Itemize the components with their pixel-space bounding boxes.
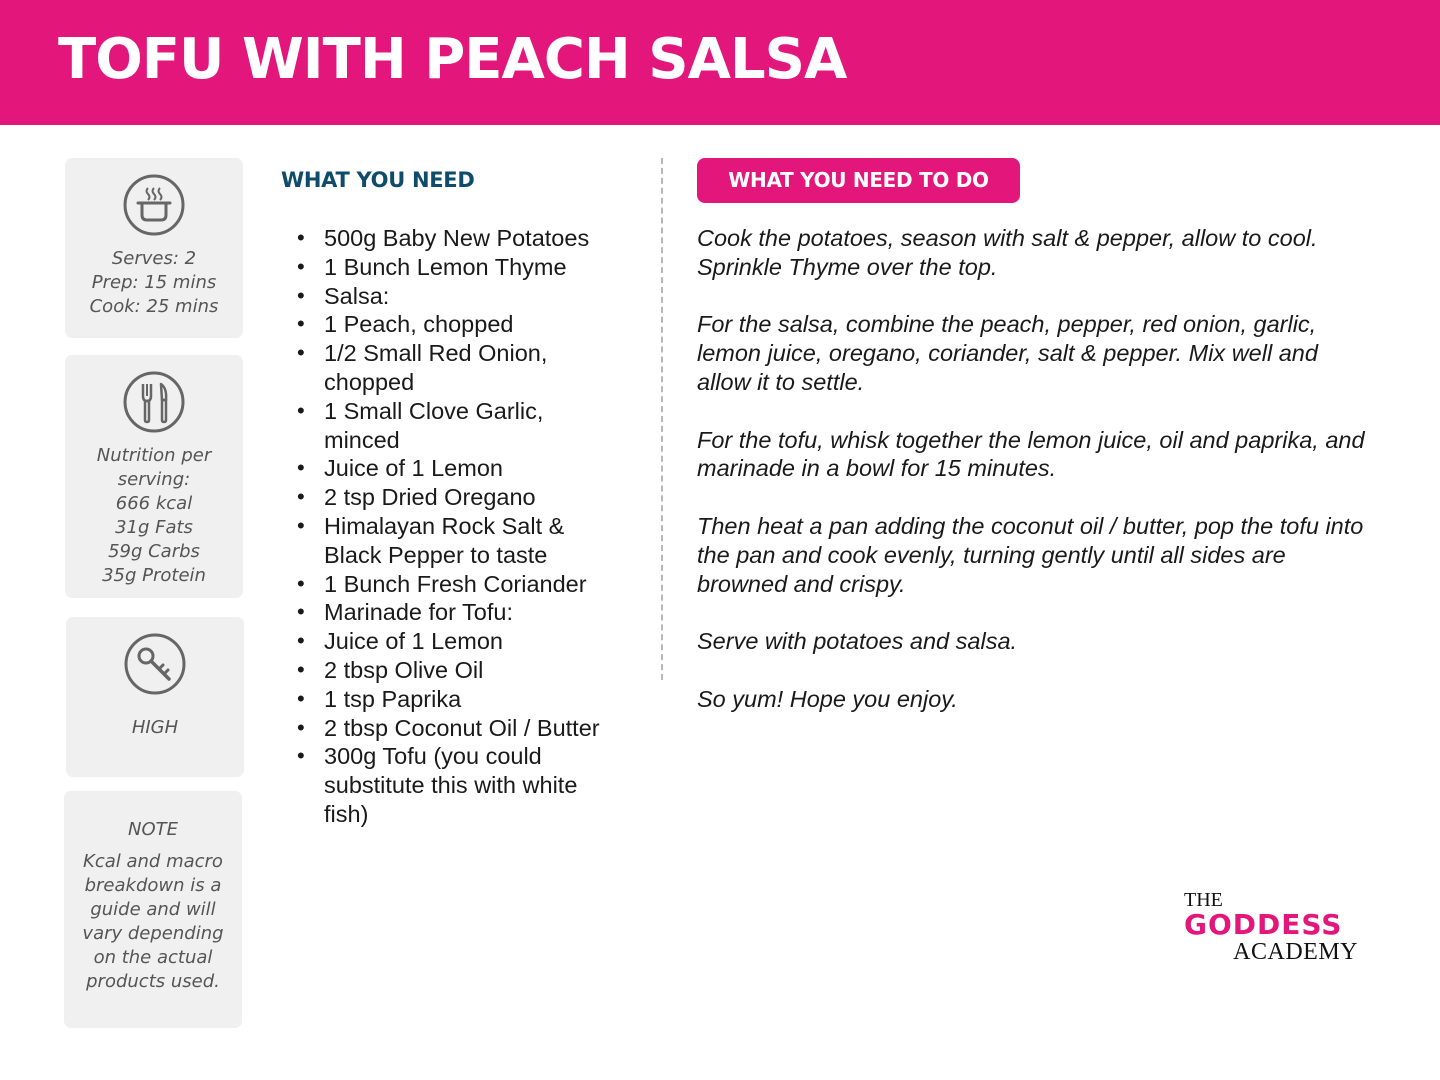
method-heading: WHAT YOU NEED TO DO (697, 158, 1020, 203)
ingredient-item: • 300g Tofu (you could substitute this with white fish) (297, 742, 617, 828)
ingredient-item: • 2 tbsp Olive Oil (297, 656, 617, 685)
ingredient-item: • 1 Peach, chopped (297, 310, 617, 339)
method-step: Cook the potatoes, season with salt & pepper, allow to cool. Sprinkle Thyme over the top. (697, 225, 1318, 280)
ingredient-item: • 1 tsp Paprika (297, 685, 617, 714)
method-step: So yum! Hope you enjoy. (697, 685, 958, 712)
key-icon (123, 632, 187, 696)
note-line: products used. (86, 971, 220, 992)
ingredient-item: • 500g Baby New Potatoes (297, 224, 617, 253)
protein-value: 35g Protein (102, 565, 206, 586)
title-banner (0, 0, 1440, 125)
fork-knife-icon (122, 370, 186, 434)
cooking-pot-icon (122, 173, 186, 237)
note-line: on the actual (93, 947, 213, 968)
nutrition-label: Nutrition per (96, 445, 212, 466)
method-step: Then heat a pan adding the coconut oil / butter, pop the tofu into the pan and cook evenly, turning gently until all sides are browned and crispy. (697, 512, 1364, 597)
logo-academy: ACADEMY (1233, 939, 1358, 965)
fats-value: 31g Fats (115, 517, 193, 538)
ingredient-item: • Himalayan Rock Salt & Black Pepper to taste (297, 512, 617, 570)
cook-time-text: Cook: 25 mins (89, 296, 219, 317)
recipe-title: TOFU WITH PEACH SALSA (58, 27, 847, 92)
logo-goddess: GODDESS (1184, 908, 1343, 941)
method-step: For the tofu, whisk together the lemon juice, oil and paprika, and marinade in a bowl for 15 minutes. (697, 426, 1365, 482)
note-line: Kcal and macro (83, 851, 223, 872)
kcal-value: 666 kcal (115, 493, 193, 514)
method-step: Serve with potatoes and salsa. (697, 628, 1018, 655)
note-line: guide and will (90, 899, 216, 920)
ingredient-item: • 1 Bunch Lemon Thyme (297, 253, 617, 282)
level-text: HIGH (131, 717, 179, 738)
ingredients-list (297, 224, 617, 829)
note-line: breakdown is a (84, 875, 222, 896)
serves-text: Serves: 2 (111, 248, 197, 269)
ingredient-item: • Juice of 1 Lemon (297, 627, 617, 656)
method-step: For the salsa, combine the peach, pepper, red onion, garlic, lemon juice, oregano, coriander, salt & pepper. Mix well and allow it to settle. (697, 311, 1318, 395)
carbs-value: 59g Carbs (108, 541, 200, 562)
note-title: NOTE (127, 819, 178, 840)
ingredient-item: • Salsa: (297, 282, 617, 311)
nutrition-label-2: serving: (117, 469, 191, 490)
ingredient-item: • 1 Small Clove Garlic, minced (297, 397, 617, 455)
nutrition-card (65, 355, 243, 598)
prep-time-text: Prep: 15 mins (91, 272, 217, 293)
serving-info-card (65, 158, 243, 338)
note-card (64, 791, 242, 1028)
ingredient-item: • 1 Bunch Fresh Coriander (297, 570, 617, 599)
ingredients-heading: WHAT YOU NEED (281, 168, 475, 192)
ingredient-item: • 1/2 Small Red Onion, chopped (297, 339, 617, 397)
ingredient-item: • 2 tbsp Coconut Oil / Butter (297, 714, 617, 743)
ingredient-item: • Juice of 1 Lemon (297, 454, 617, 483)
ingredient-item: • 2 tsp Dried Oregano (297, 483, 617, 512)
ingredient-item: • Marinade for Tofu: (297, 598, 617, 627)
level-card (66, 617, 244, 777)
column-divider (661, 158, 663, 680)
note-line: vary depending (82, 923, 224, 944)
method-steps (697, 224, 1377, 742)
logo-the: THE (1184, 889, 1223, 911)
goddess-academy-logo (1184, 890, 1364, 964)
